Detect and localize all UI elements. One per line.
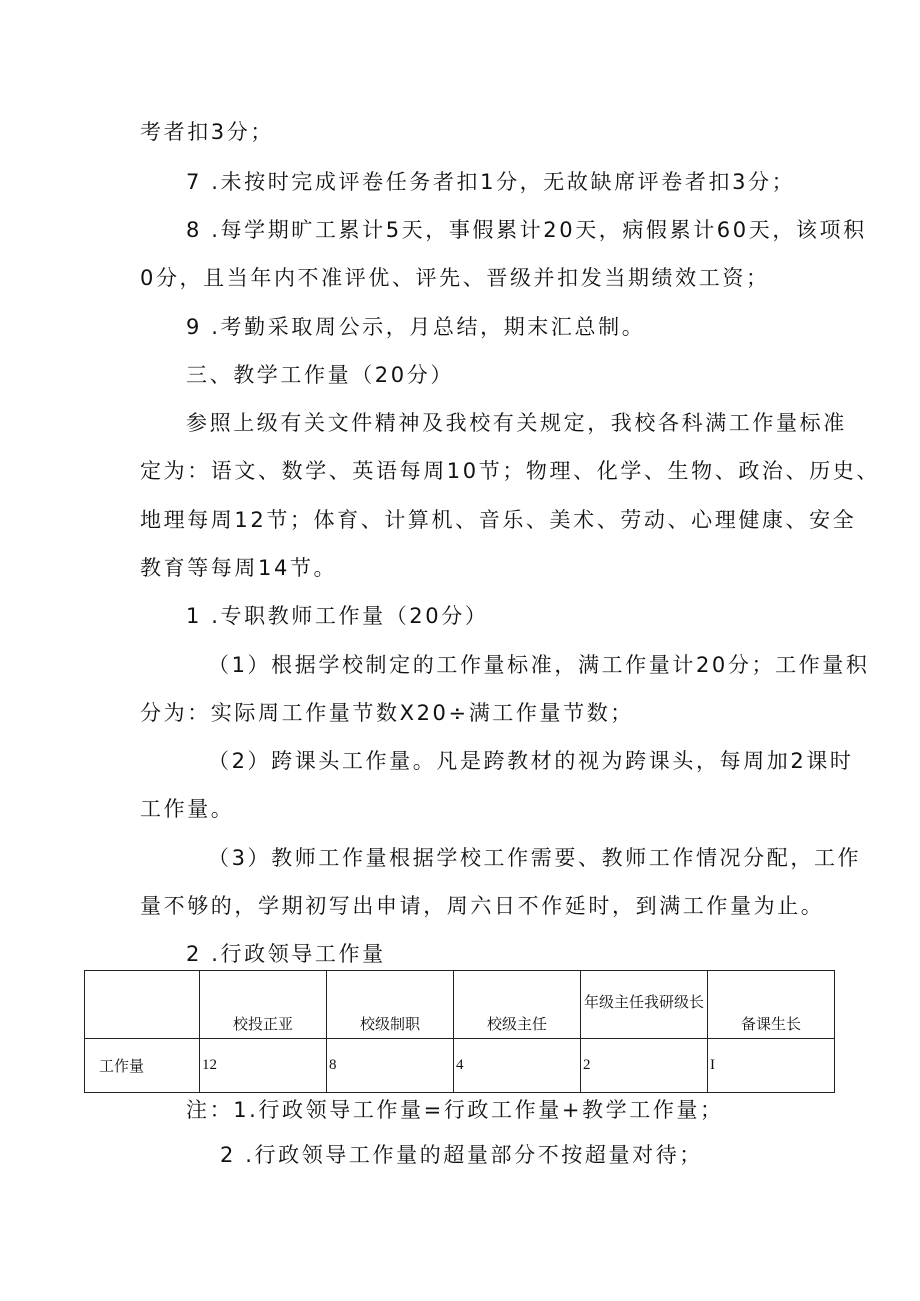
paragraph-point-3-line2: 量不够的，学期初写出申请，周六日不作延时，到满工作量为止。 — [140, 894, 825, 918]
table-row-label: 工作量 — [85, 1039, 200, 1093]
paragraph-attendance-end: 考者扣3分； — [140, 120, 274, 144]
subheading-admin-workload: 2 .行政领导工作量 — [186, 942, 386, 966]
paragraph-standard-line3: 地理每周12节；体育、计算机、音乐、美术、劳动、心理健康、安全 — [140, 508, 857, 532]
table-cell: 8 — [327, 1039, 454, 1093]
subheading-teacher-workload: 1 .专职教师工作量（20分） — [186, 604, 489, 628]
table-header-cell: 校投正亚 — [200, 971, 327, 1039]
table-cell: 4 — [454, 1039, 581, 1093]
paragraph-point-2-line2: 工作量。 — [140, 797, 235, 821]
note-2: 2 .行政领导工作量的超量部分不按超量对待； — [220, 1143, 703, 1167]
paragraph-standard-line2: 定为：语文、数学、英语每周10节；物理、化学、生物、政治、历史、 — [140, 459, 880, 483]
table-cell: 2 — [581, 1039, 708, 1093]
paragraph-point-2-line1: （2）跨课头工作量。凡是跨教材的视为跨课头，每周加2课时 — [208, 749, 854, 773]
table-cell: I — [708, 1039, 835, 1093]
paragraph-item-8-line2: 0分，且当年内不准评优、评先、晋级并扣发当期绩效工资； — [140, 266, 770, 290]
paragraph-point-3-line1: （3）教师工作量根据学校工作需要、教师工作情况分配，工作 — [208, 846, 862, 870]
table-header-row — [85, 971, 835, 1039]
table-header-cell: 年级主任我研级长 — [581, 971, 708, 1039]
table-header-cell: 校级制职 — [327, 971, 454, 1039]
table-header-cell — [85, 971, 200, 1039]
paragraph-standard-line4: 教育等每周14节。 — [140, 556, 338, 580]
table-header-cell: 校级主任 — [454, 971, 581, 1039]
table-cell: 12 — [200, 1039, 327, 1093]
paragraph-standard-line1: 参照上级有关文件精神及我校有关规定，我校各科满工作量标准 — [186, 411, 847, 435]
table-header-cell: 备课生长 — [708, 971, 835, 1039]
paragraph-item-7: 7 .未按时完成评卷任务者扣1分，无故缺席评卷者扣3分； — [186, 170, 796, 194]
note-1: 注：1.行政领导工作量=行政工作量+教学工作量； — [186, 1098, 724, 1122]
paragraph-point-1-line2: 分为：实际周工作量节数X20÷满工作量节数； — [140, 701, 634, 725]
paragraph-item-9: 9 .考勤采取周公示，月总结，期末汇总制。 — [186, 315, 646, 339]
admin-workload-table — [84, 970, 834, 1092]
table-row — [85, 1039, 835, 1093]
section-heading-workload: 三、教学工作量（20分） — [186, 363, 454, 387]
paragraph-point-1-line1: （1）根据学校制定的工作量标准，满工作量计20分；工作量积 — [208, 653, 870, 677]
paragraph-item-8-line1: 8 .每学期旷工累计5天，事假累计20天，病假累计60天，该项积 — [186, 218, 867, 242]
